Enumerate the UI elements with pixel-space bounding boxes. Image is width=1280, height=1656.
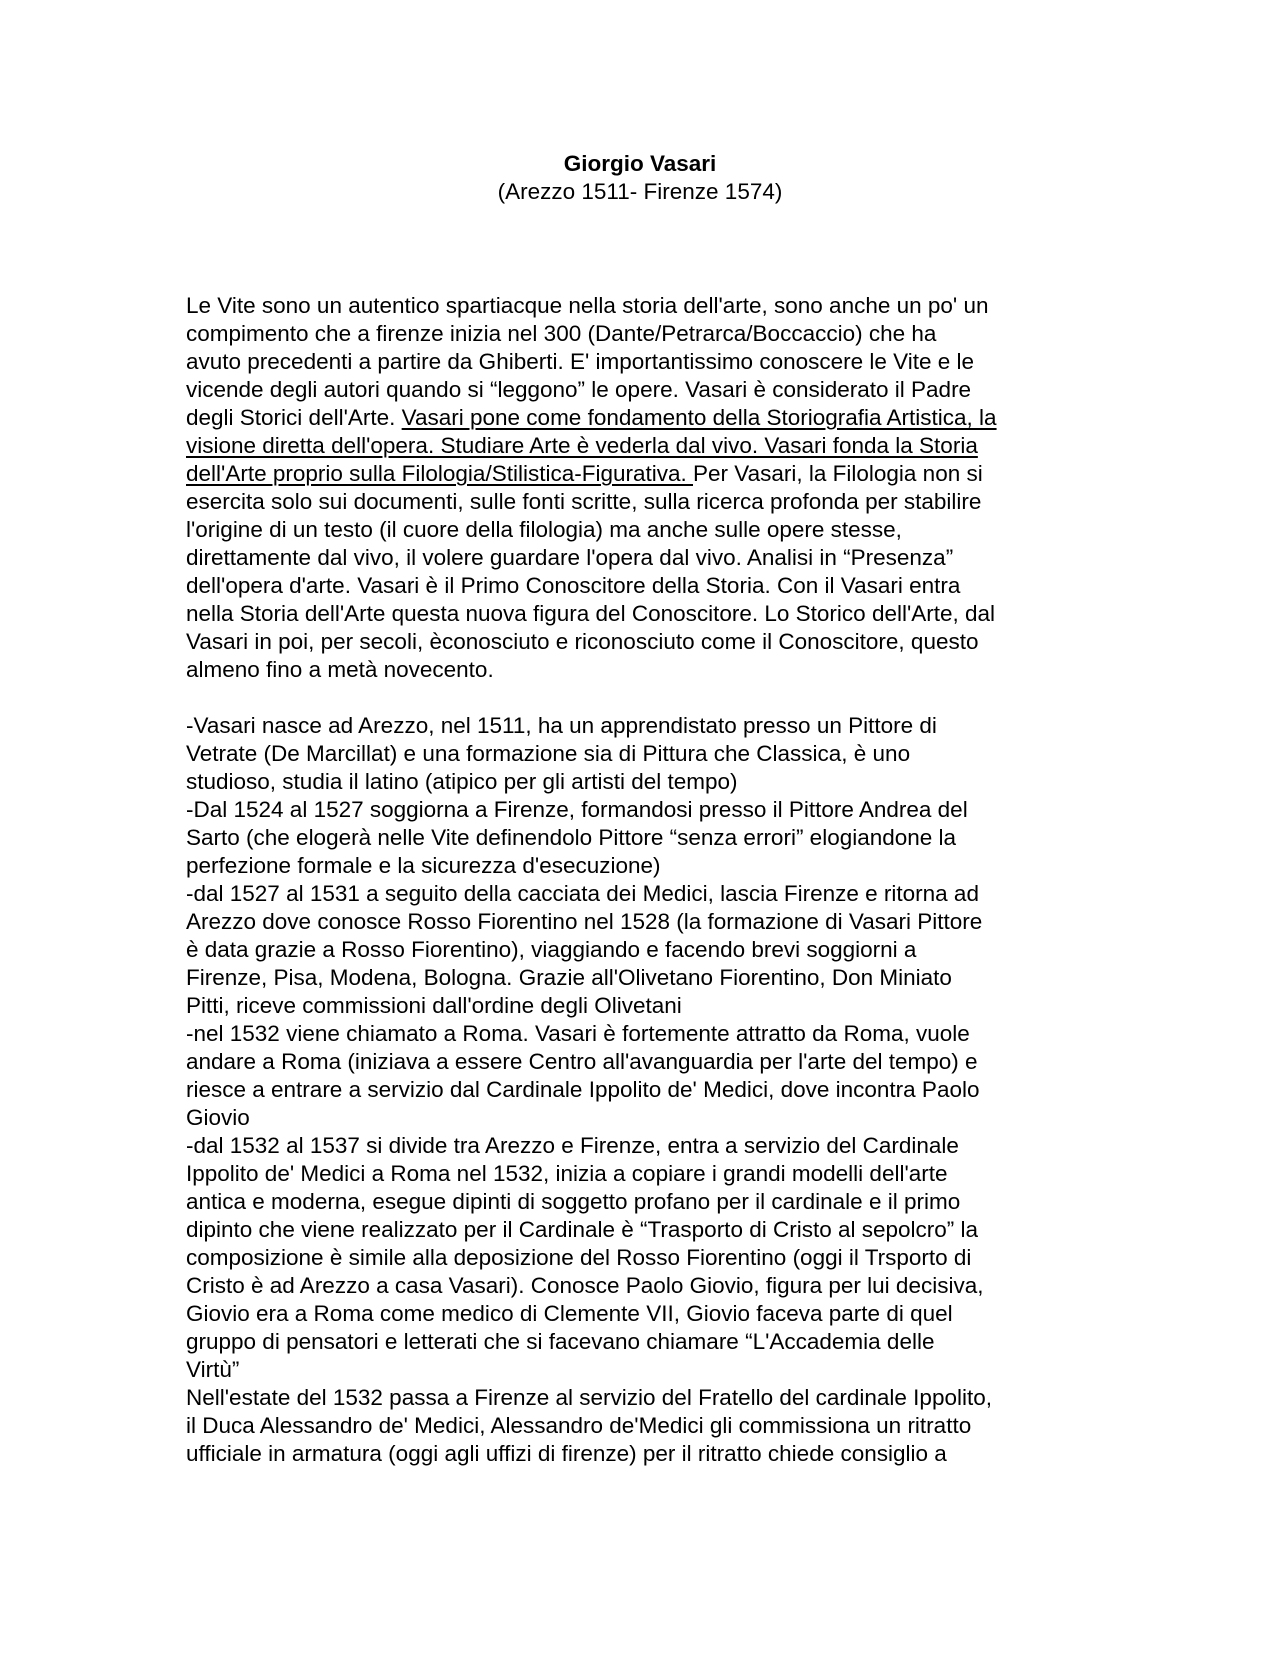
document-subtitle: (Arezzo 1511- Firenze 1574)	[497, 179, 783, 204]
underlined-text: visione diretta dell'opera. Studiare Arte è vederla dal vivo. Vasari fonda la Storia	[186, 433, 978, 458]
text-line: l'origine di un testo (il cuore della filologia) ma anche sulle opere stesse,	[186, 517, 902, 542]
text-line: è data grazie a Rosso Fiorentino), viaggiando e facendo brevi soggiorni a	[186, 937, 917, 962]
text-line: antica e moderna, esegue dipinti di soggetto profano per il cardinale e il primo	[186, 1189, 961, 1214]
text-line: Virtù”	[186, 1357, 240, 1382]
text-line: Le Vite sono un autentico spartiacque nella storia dell'arte, sono anche un po' un	[186, 293, 989, 318]
text-line	[186, 404, 1086, 432]
text-line: Ippolito de' Medici a Roma nel 1532, inizia a copiare i grandi modelli dell'arte	[186, 1161, 948, 1186]
text-segment: degli Storici dell'Arte.	[186, 405, 402, 430]
text-line: composizione è simile alla deposizione del Rosso Fiorentino (oggi il Trsporto di	[186, 1245, 972, 1270]
paragraph-biography	[186, 712, 1086, 1468]
text-line: gruppo di pensatori e letterati che si facevano chiamare “L'Accademia delle	[186, 1329, 935, 1354]
text-line: -Dal 1524 al 1527 soggiorna a Firenze, formandosi presso il Pittore Andrea del	[186, 797, 968, 822]
text-line: andare a Roma (iniziava a essere Centro all'avanguardia per l'arte del tempo) e	[186, 1049, 978, 1074]
text-line: riesce a entrare a servizio dal Cardinale Ippolito de' Medici, dove incontra Paolo	[186, 1077, 980, 1102]
text-line: vicende degli autori quando si “leggono” le opere. Vasari è considerato il Padre	[186, 377, 972, 402]
title-block	[0, 150, 1280, 206]
text-line	[186, 460, 1086, 488]
text-line: Vasari in poi, per secoli, èconosciuto e riconosciuto come il Conoscitore, questo	[186, 629, 979, 654]
text-line: direttamente dal vivo, il volere guardare l'opera dal vivo. Analisi in “Presenza”	[186, 545, 954, 570]
text-line: Giovio	[186, 1105, 250, 1130]
text-line: Arezzo dove conosce Rosso Fiorentino nel 1528 (la formazione di Vasari Pittore	[186, 909, 983, 934]
text-line: Vetrate (De Marcillat) e una formazione sia di Pittura che Classica, è uno	[186, 741, 911, 766]
text-line: dipinto che viene realizzato per il Cardinale è “Trasporto di Cristo al sepolcro” la	[186, 1217, 979, 1242]
text-line: -nel 1532 viene chiamato a Roma. Vasari è fortemente attratto da Roma, vuole	[186, 1021, 970, 1046]
paragraph-spacer	[186, 684, 1086, 712]
text-line: -dal 1532 al 1537 si divide tra Arezzo e Firenze, entra a servizio del Cardinale	[186, 1133, 959, 1158]
underlined-text: dell'Arte proprio sulla Filologia/Stilistica-Figurativa.	[186, 461, 693, 486]
text-line: -dal 1527 al 1531 a seguito della cacciata dei Medici, lascia Firenze e ritorna ad	[186, 881, 979, 906]
text-line	[186, 432, 1086, 460]
text-line: perfezione formale e la sicurezza d'esecuzione)	[186, 853, 661, 878]
text-line: ufficiale in armatura (oggi agli uffizi di firenze) per il ritratto chiede consiglio a	[186, 1441, 947, 1466]
text-line: Firenze, Pisa, Modena, Bologna. Grazie all'Olivetano Fiorentino, Don Miniato	[186, 965, 952, 990]
text-line: Pitti, riceve commissioni dall'ordine degli Olivetani	[186, 993, 682, 1018]
text-segment: Per Vasari, la Filologia non si	[693, 461, 983, 486]
text-line: Sarto (che elogerà nelle Vite definendolo Pittore “senza errori” elogiandone la	[186, 825, 957, 850]
text-line: avuto precedenti a partire da Ghiberti. E' importantissimo conoscere le Vite e le	[186, 349, 975, 374]
text-line: studioso, studia il latino (atipico per gli artisti del tempo)	[186, 769, 738, 794]
document-title: Giorgio Vasari	[563, 151, 717, 176]
text-line: dell'opera d'arte. Vasari è il Primo Conoscitore della Storia. Con il Vasari entra	[186, 573, 961, 598]
text-line: -Vasari nasce ad Arezzo, nel 1511, ha un apprendistato presso un Pittore di	[186, 713, 937, 738]
paragraph-intro	[186, 292, 1086, 684]
text-line: nella Storia dell'Arte questa nuova figura del Conoscitore. Lo Storico dell'Arte, dal	[186, 601, 996, 626]
text-line: il Duca Alessandro de' Medici, Alessandro de'Medici gli commissiona un ritratto	[186, 1413, 972, 1438]
document-body	[186, 292, 1086, 1468]
text-line: Cristo è ad Arezzo a casa Vasari). Conosce Paolo Giovio, figura per lui decisiva,	[186, 1273, 984, 1298]
text-line: Nell'estate del 1532 passa a Firenze al servizio del Fratello del cardinale Ippolito,	[186, 1385, 992, 1410]
text-line: almeno fino a metà novecento.	[186, 657, 494, 682]
text-line: compimento che a firenze inizia nel 300 (Dante/Petrarca/Boccaccio) che ha	[186, 321, 937, 346]
text-line: esercita solo sui documenti, sulle fonti scritte, sulla ricerca profonda per stabilire	[186, 489, 982, 514]
underlined-text: Vasari pone come fondamento della Storiografia Artistica, la	[401, 405, 997, 430]
text-line: Giovio era a Roma come medico di Clemente VII, Giovio faceva parte di quel	[186, 1301, 953, 1326]
